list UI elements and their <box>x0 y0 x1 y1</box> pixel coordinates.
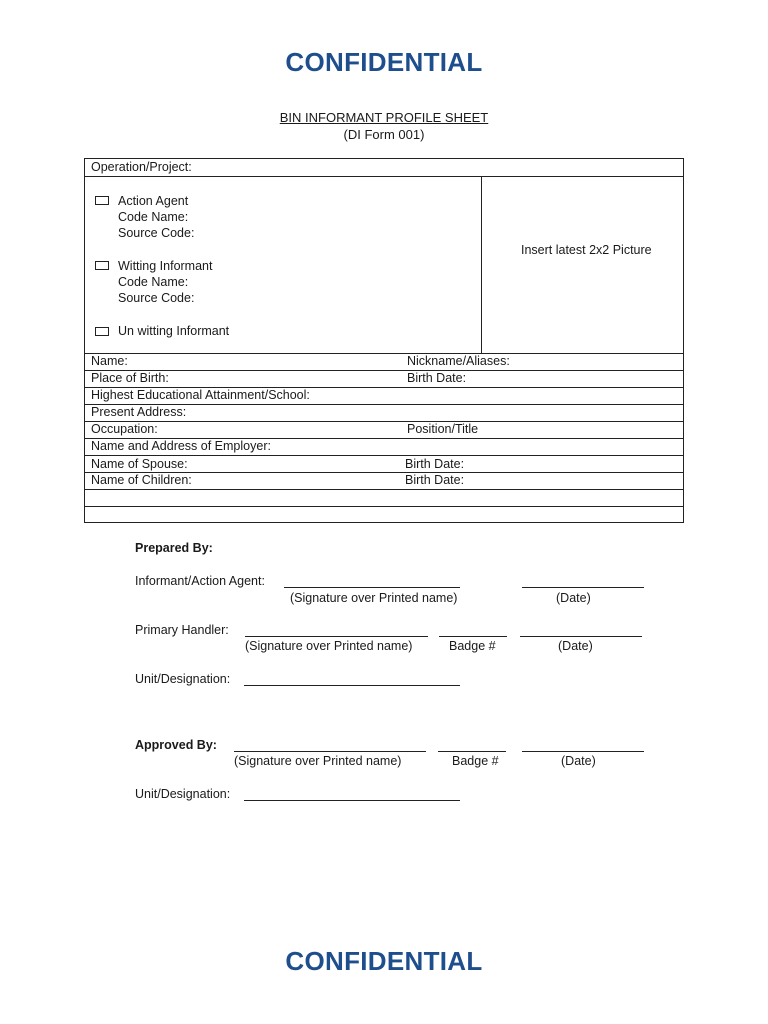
form-title: BIN INFORMANT PROFILE SHEET <box>279 110 489 125</box>
divider <box>85 421 683 422</box>
profile-form-table <box>84 158 684 523</box>
picture-divider <box>481 177 482 353</box>
witting-informant-checkbox[interactable] <box>95 261 109 270</box>
children-label: Name of Children: <box>91 473 192 487</box>
employer-label: Name and Address of Employer: <box>91 439 271 453</box>
handler-date-caption: (Date) <box>558 639 593 653</box>
action-agent-label: Action Agent <box>118 194 189 208</box>
approved-by-heading: Approved By: <box>135 738 217 752</box>
agent-signature-caption: (Signature over Printed name) <box>290 591 458 605</box>
operation-label: Operation/Project: <box>91 160 192 174</box>
education-label: Highest Educational Attainment/School: <box>91 388 310 402</box>
action-agent-source-code: Source Code: <box>118 226 195 240</box>
spouse-label: Name of Spouse: <box>91 457 188 471</box>
divider <box>85 176 683 177</box>
divider <box>85 353 683 354</box>
approved-signature-line[interactable] <box>234 751 426 752</box>
place-of-birth-label: Place of Birth: <box>91 371 169 385</box>
unwitting-informant-checkbox[interactable] <box>95 327 109 336</box>
witting-informant-label: Witting Informant <box>118 259 213 273</box>
divider <box>85 370 683 371</box>
form-number: (DI Form 001) <box>343 127 425 142</box>
divider <box>85 506 683 507</box>
agent-date-line[interactable] <box>522 587 644 588</box>
spouse-birth-date-label: Birth Date: <box>405 457 465 471</box>
position-title-label: Position/Title <box>407 422 479 436</box>
picture-placeholder: Insert latest 2x2 Picture <box>521 243 652 257</box>
approved-date-caption: (Date) <box>561 754 596 768</box>
handler-date-line[interactable] <box>520 636 642 637</box>
action-agent-checkbox[interactable] <box>95 196 109 205</box>
approved-unit-line[interactable] <box>244 800 460 801</box>
approved-date-line[interactable] <box>522 751 644 752</box>
handler-badge-line[interactable] <box>439 636 507 637</box>
occupation-label: Occupation: <box>91 422 158 436</box>
witting-informant-code-name: Code Name: <box>118 275 189 289</box>
agent-label: Informant/Action Agent: <box>135 574 265 588</box>
handler-signature-caption: (Signature over Printed name) <box>245 639 413 653</box>
confidential-header: CONFIDENTIAL <box>285 47 483 77</box>
confidential-footer: CONFIDENTIAL <box>285 946 483 976</box>
prepared-unit-line[interactable] <box>244 685 460 686</box>
unwitting-informant-label: Un witting Informant <box>118 324 230 338</box>
prepared-by-heading: Prepared By: <box>135 541 213 555</box>
approved-badge-caption: Badge # <box>452 754 499 768</box>
approved-signature-caption: (Signature over Printed name) <box>234 754 402 768</box>
prepared-unit-label: Unit/Designation: <box>135 672 231 686</box>
witting-informant-source-code: Source Code: <box>118 291 195 305</box>
divider <box>85 489 683 490</box>
approved-badge-line[interactable] <box>438 751 506 752</box>
handler-signature-line[interactable] <box>245 636 428 637</box>
agent-date-caption: (Date) <box>556 591 591 605</box>
birth-date-label: Birth Date: <box>407 371 467 385</box>
present-address-label: Present Address: <box>91 405 187 419</box>
approved-unit-label: Unit/Designation: <box>135 787 231 801</box>
children-birth-date-label: Birth Date: <box>405 473 465 487</box>
nickname-label: Nickname/Aliases: <box>407 354 510 368</box>
action-agent-code-name: Code Name: <box>118 210 189 224</box>
name-label: Name: <box>91 354 128 368</box>
handler-badge-caption: Badge # <box>449 639 496 653</box>
agent-signature-line[interactable] <box>284 587 460 588</box>
handler-label: Primary Handler: <box>135 623 229 637</box>
